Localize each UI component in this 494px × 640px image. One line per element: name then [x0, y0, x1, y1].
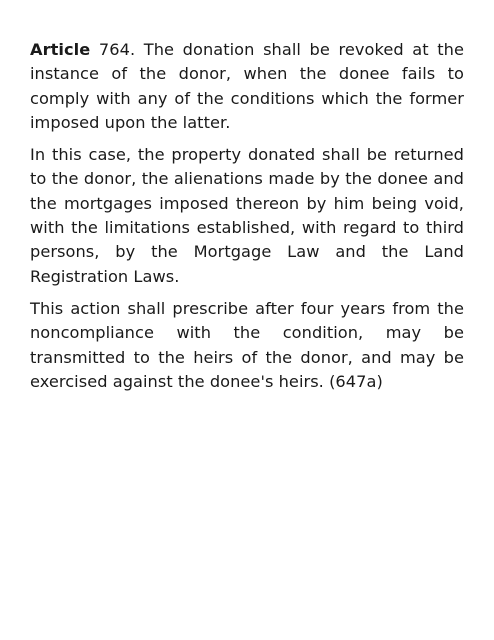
paragraph-return-property: In this case, the property donated shall be returned to the donor, the alienations made by the donee and the mortgages imposed thereon by him being void, with the limitations established, with regard to third persons, by the Mortgage Law and the Land Registration Laws.: [30, 145, 464, 286]
article-text: 764. The donation shall be revoked at the instance of the donor, when the donee fails to comply with any of the conditions which the former imposed upon the latter.: [30, 40, 464, 132]
article-label: Article: [30, 40, 91, 59]
paragraph-prescription: This action shall prescribe after four years from the noncompliance with the condition, may be transmitted to the heirs of the donor, and may be exercised against the donee's heirs. (647a): [30, 298, 464, 391]
article-paragraph: [30, 38, 464, 135]
document-body: [30, 38, 464, 402]
